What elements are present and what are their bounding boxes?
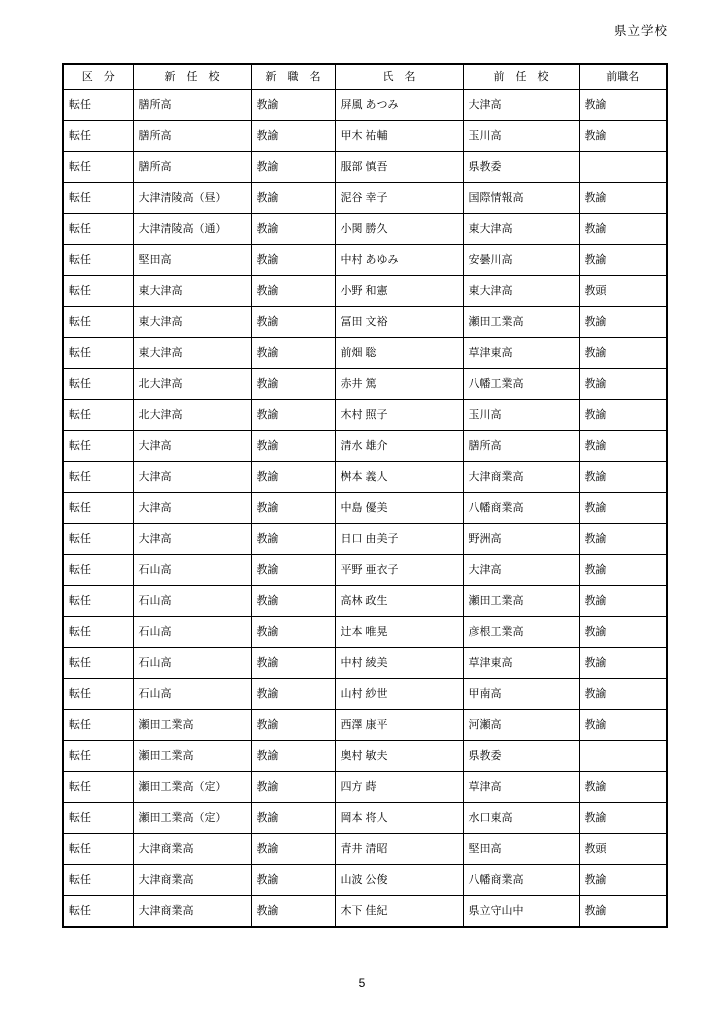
table-cell: 教諭 — [579, 338, 667, 369]
table-row — [63, 338, 667, 369]
table-row — [63, 152, 667, 183]
table-cell: 教諭 — [251, 648, 335, 679]
table-cell: 膳所高 — [463, 431, 579, 462]
table-cell: 教諭 — [251, 524, 335, 555]
table-cell: 青井 清昭 — [335, 834, 463, 865]
table-cell: 教諭 — [251, 90, 335, 121]
table-cell: 東大津高 — [463, 214, 579, 245]
table-cell — [579, 152, 667, 183]
table-row — [63, 245, 667, 276]
table-cell: 転任 — [63, 524, 133, 555]
table-cell: 甲南高 — [463, 679, 579, 710]
table-cell: 教諭 — [251, 431, 335, 462]
table-cell: 北大津高 — [133, 400, 251, 431]
table-cell: 教諭 — [579, 462, 667, 493]
table-cell: 教諭 — [579, 214, 667, 245]
table-cell: 転任 — [63, 276, 133, 307]
table-cell: 県教委 — [463, 741, 579, 772]
table-cell: 瀬田工業高 — [463, 307, 579, 338]
table-cell: 教諭 — [251, 896, 335, 928]
table-cell: 教諭 — [251, 741, 335, 772]
table-cell: 草津高 — [463, 772, 579, 803]
table-cell: 瀬田工業高 — [133, 710, 251, 741]
table-cell: 膳所高 — [133, 152, 251, 183]
table-cell: 転任 — [63, 245, 133, 276]
table-cell: 大津高 — [463, 555, 579, 586]
table-body — [63, 90, 667, 928]
table-cell: 木下 佳紀 — [335, 896, 463, 928]
table-cell: 甲木 祐輔 — [335, 121, 463, 152]
table-cell: 石山高 — [133, 555, 251, 586]
table-header-row — [63, 64, 667, 90]
table-cell: 教諭 — [251, 493, 335, 524]
table-cell: 日口 由美子 — [335, 524, 463, 555]
table-cell: 転任 — [63, 772, 133, 803]
table-cell: 教諭 — [251, 617, 335, 648]
table-cell: 石山高 — [133, 679, 251, 710]
table-cell: 教諭 — [579, 369, 667, 400]
table-row — [63, 462, 667, 493]
table-cell: 教諭 — [251, 152, 335, 183]
table-cell: 転任 — [63, 152, 133, 183]
table-row — [63, 183, 667, 214]
table-row — [63, 772, 667, 803]
table-cell: 大津商業高 — [133, 834, 251, 865]
table-cell: 教諭 — [251, 338, 335, 369]
table-cell: 教諭 — [251, 400, 335, 431]
table-cell: 転任 — [63, 400, 133, 431]
table-cell: 教諭 — [251, 121, 335, 152]
table-cell: 転任 — [63, 183, 133, 214]
table-cell: 大津商業高 — [463, 462, 579, 493]
table-cell: 転任 — [63, 307, 133, 338]
table-cell: 転任 — [63, 679, 133, 710]
table-cell: 安曇川高 — [463, 245, 579, 276]
table-cell: 大津商業高 — [133, 865, 251, 896]
table-cell: 前畑 聡 — [335, 338, 463, 369]
table-cell: 転任 — [63, 710, 133, 741]
table-cell: 河瀬高 — [463, 710, 579, 741]
table-cell: 東大津高 — [133, 338, 251, 369]
table-row — [63, 648, 667, 679]
table-row — [63, 865, 667, 896]
table-cell: 石山高 — [133, 648, 251, 679]
table-cell: 転任 — [63, 493, 133, 524]
table-cell: 大津高 — [133, 493, 251, 524]
table-row — [63, 276, 667, 307]
table-cell: 八幡商業高 — [463, 865, 579, 896]
table-cell: 八幡工業高 — [463, 369, 579, 400]
table-cell: 教諭 — [579, 183, 667, 214]
table-cell: 石山高 — [133, 617, 251, 648]
table-cell: 北大津高 — [133, 369, 251, 400]
table-cell: 転任 — [63, 803, 133, 834]
table-cell: 奥村 敏夫 — [335, 741, 463, 772]
table-cell: 小野 和憲 — [335, 276, 463, 307]
table-cell: 桝本 義人 — [335, 462, 463, 493]
table-row — [63, 617, 667, 648]
table-cell: 教諭 — [579, 307, 667, 338]
table-cell: 西澤 康平 — [335, 710, 463, 741]
table-cell: 山波 公俊 — [335, 865, 463, 896]
table-row — [63, 741, 667, 772]
table-cell: 瀬田工業高（定） — [133, 803, 251, 834]
table-cell: 水口東高 — [463, 803, 579, 834]
table-cell: 教諭 — [251, 803, 335, 834]
table-cell: 教諭 — [579, 617, 667, 648]
table-cell: 小関 勝久 — [335, 214, 463, 245]
table-cell: 草津東高 — [463, 338, 579, 369]
table-cell: 大津高 — [133, 431, 251, 462]
table-cell: 教諭 — [251, 307, 335, 338]
table-cell: 冨田 文裕 — [335, 307, 463, 338]
table-cell: 岡本 将人 — [335, 803, 463, 834]
table-cell: 瀬田工業高 — [133, 741, 251, 772]
table-row — [63, 834, 667, 865]
table-cell: 泥谷 幸子 — [335, 183, 463, 214]
table-cell: 清水 雄介 — [335, 431, 463, 462]
table-row — [63, 369, 667, 400]
table-cell: 彦根工業高 — [463, 617, 579, 648]
table-row — [63, 214, 667, 245]
table-cell: 教諭 — [579, 865, 667, 896]
table-row — [63, 493, 667, 524]
table-cell: 教諭 — [579, 524, 667, 555]
table-cell: 教頭 — [579, 276, 667, 307]
table-cell: 転任 — [63, 121, 133, 152]
table-cell: 教諭 — [579, 586, 667, 617]
table-cell: 教諭 — [251, 679, 335, 710]
table-cell: 教諭 — [579, 679, 667, 710]
table-cell: 教諭 — [579, 121, 667, 152]
header-category: 区 分 — [63, 64, 133, 90]
table-cell: 野洲高 — [463, 524, 579, 555]
table-row — [63, 803, 667, 834]
table-cell: 大津商業高 — [133, 896, 251, 928]
table-cell: 平野 亜衣子 — [335, 555, 463, 586]
table-cell: 教諭 — [579, 431, 667, 462]
table-cell: 教諭 — [251, 865, 335, 896]
table-cell: 転任 — [63, 834, 133, 865]
table-row — [63, 679, 667, 710]
table-cell: 中村 あゆみ — [335, 245, 463, 276]
header-previous-title: 前職名 — [579, 64, 667, 90]
transfer-table — [62, 63, 668, 928]
table-cell: 膳所高 — [133, 121, 251, 152]
table-cell: 転任 — [63, 586, 133, 617]
table-cell: 八幡商業高 — [463, 493, 579, 524]
table-cell: 教諭 — [251, 710, 335, 741]
table-cell: 四方 蒔 — [335, 772, 463, 803]
table-row — [63, 555, 667, 586]
table-cell: 教諭 — [579, 493, 667, 524]
table-cell: 教諭 — [251, 369, 335, 400]
table-row — [63, 307, 667, 338]
table-cell: 石山高 — [133, 586, 251, 617]
table-cell: 大津高 — [133, 462, 251, 493]
table-cell: 草津東高 — [463, 648, 579, 679]
table-cell: 東大津高 — [133, 307, 251, 338]
header-new-title: 新 職 名 — [251, 64, 335, 90]
table-cell — [579, 741, 667, 772]
header-name: 氏 名 — [335, 64, 463, 90]
table-cell: 大津清陵高（通） — [133, 214, 251, 245]
table-cell: 教諭 — [579, 710, 667, 741]
table-cell: 教諭 — [251, 555, 335, 586]
table-cell: 木村 照子 — [335, 400, 463, 431]
table-row — [63, 121, 667, 152]
table-cell: 教諭 — [579, 400, 667, 431]
header-new-school: 新 任 校 — [133, 64, 251, 90]
table-row — [63, 431, 667, 462]
table-cell: 県教委 — [463, 152, 579, 183]
table-cell: 教諭 — [579, 90, 667, 121]
table-row — [63, 710, 667, 741]
table-cell: 転任 — [63, 896, 133, 928]
table-cell: 中島 優美 — [335, 493, 463, 524]
table-cell: 転任 — [63, 90, 133, 121]
table-cell: 中村 綾美 — [335, 648, 463, 679]
table-cell: 転任 — [63, 214, 133, 245]
table-cell: 転任 — [63, 648, 133, 679]
table-cell: 大津清陵高（昼） — [133, 183, 251, 214]
table-cell: 教諭 — [579, 803, 667, 834]
table-cell: 転任 — [63, 555, 133, 586]
table-cell: 教諭 — [579, 648, 667, 679]
table-cell: 転任 — [63, 369, 133, 400]
table-cell: 教諭 — [251, 586, 335, 617]
table-cell: 転任 — [63, 431, 133, 462]
table-cell: 教諭 — [579, 555, 667, 586]
table-cell: 教諭 — [251, 245, 335, 276]
table-cell: 県立守山中 — [463, 896, 579, 928]
table-cell: 赤井 篤 — [335, 369, 463, 400]
table-cell: 玉川高 — [463, 121, 579, 152]
header-previous-school: 前 任 校 — [463, 64, 579, 90]
table-cell: 教諭 — [251, 834, 335, 865]
table-cell: 転任 — [63, 741, 133, 772]
page-number: 5 — [358, 976, 366, 990]
table-cell: 玉川高 — [463, 400, 579, 431]
table-cell: 転任 — [63, 338, 133, 369]
table-row — [63, 400, 667, 431]
table-cell: 大津高 — [133, 524, 251, 555]
table-cell: 服部 慎吾 — [335, 152, 463, 183]
table-cell: 転任 — [63, 617, 133, 648]
table-cell: 瀬田工業高（定） — [133, 772, 251, 803]
table-cell: 屏風 あつみ — [335, 90, 463, 121]
table-cell: 堅田高 — [133, 245, 251, 276]
table-row — [63, 90, 667, 121]
table-cell: 辻本 唯晃 — [335, 617, 463, 648]
table-cell: 教諭 — [251, 183, 335, 214]
table-cell: 教諭 — [251, 214, 335, 245]
table-cell: 東大津高 — [463, 276, 579, 307]
table-cell: 転任 — [63, 462, 133, 493]
corner-label: 県立学校 — [613, 24, 668, 38]
table-row — [63, 524, 667, 555]
table-cell: 東大津高 — [133, 276, 251, 307]
table-cell: 教諭 — [251, 462, 335, 493]
table-cell: 国際情報高 — [463, 183, 579, 214]
table-header — [63, 64, 667, 90]
table-cell: 教諭 — [251, 772, 335, 803]
table-cell: 教頭 — [579, 834, 667, 865]
table-cell: 膳所高 — [133, 90, 251, 121]
table-cell: 高林 政生 — [335, 586, 463, 617]
table-cell: 教諭 — [579, 772, 667, 803]
table-cell: 大津高 — [463, 90, 579, 121]
table-cell: 山村 紗世 — [335, 679, 463, 710]
table-cell: 教諭 — [579, 245, 667, 276]
table-cell: 転任 — [63, 865, 133, 896]
table-cell: 教諭 — [251, 276, 335, 307]
table-row — [63, 586, 667, 617]
table-cell: 堅田高 — [463, 834, 579, 865]
table-cell: 教諭 — [579, 896, 667, 928]
table-cell: 瀬田工業高 — [463, 586, 579, 617]
table-row — [63, 896, 667, 928]
